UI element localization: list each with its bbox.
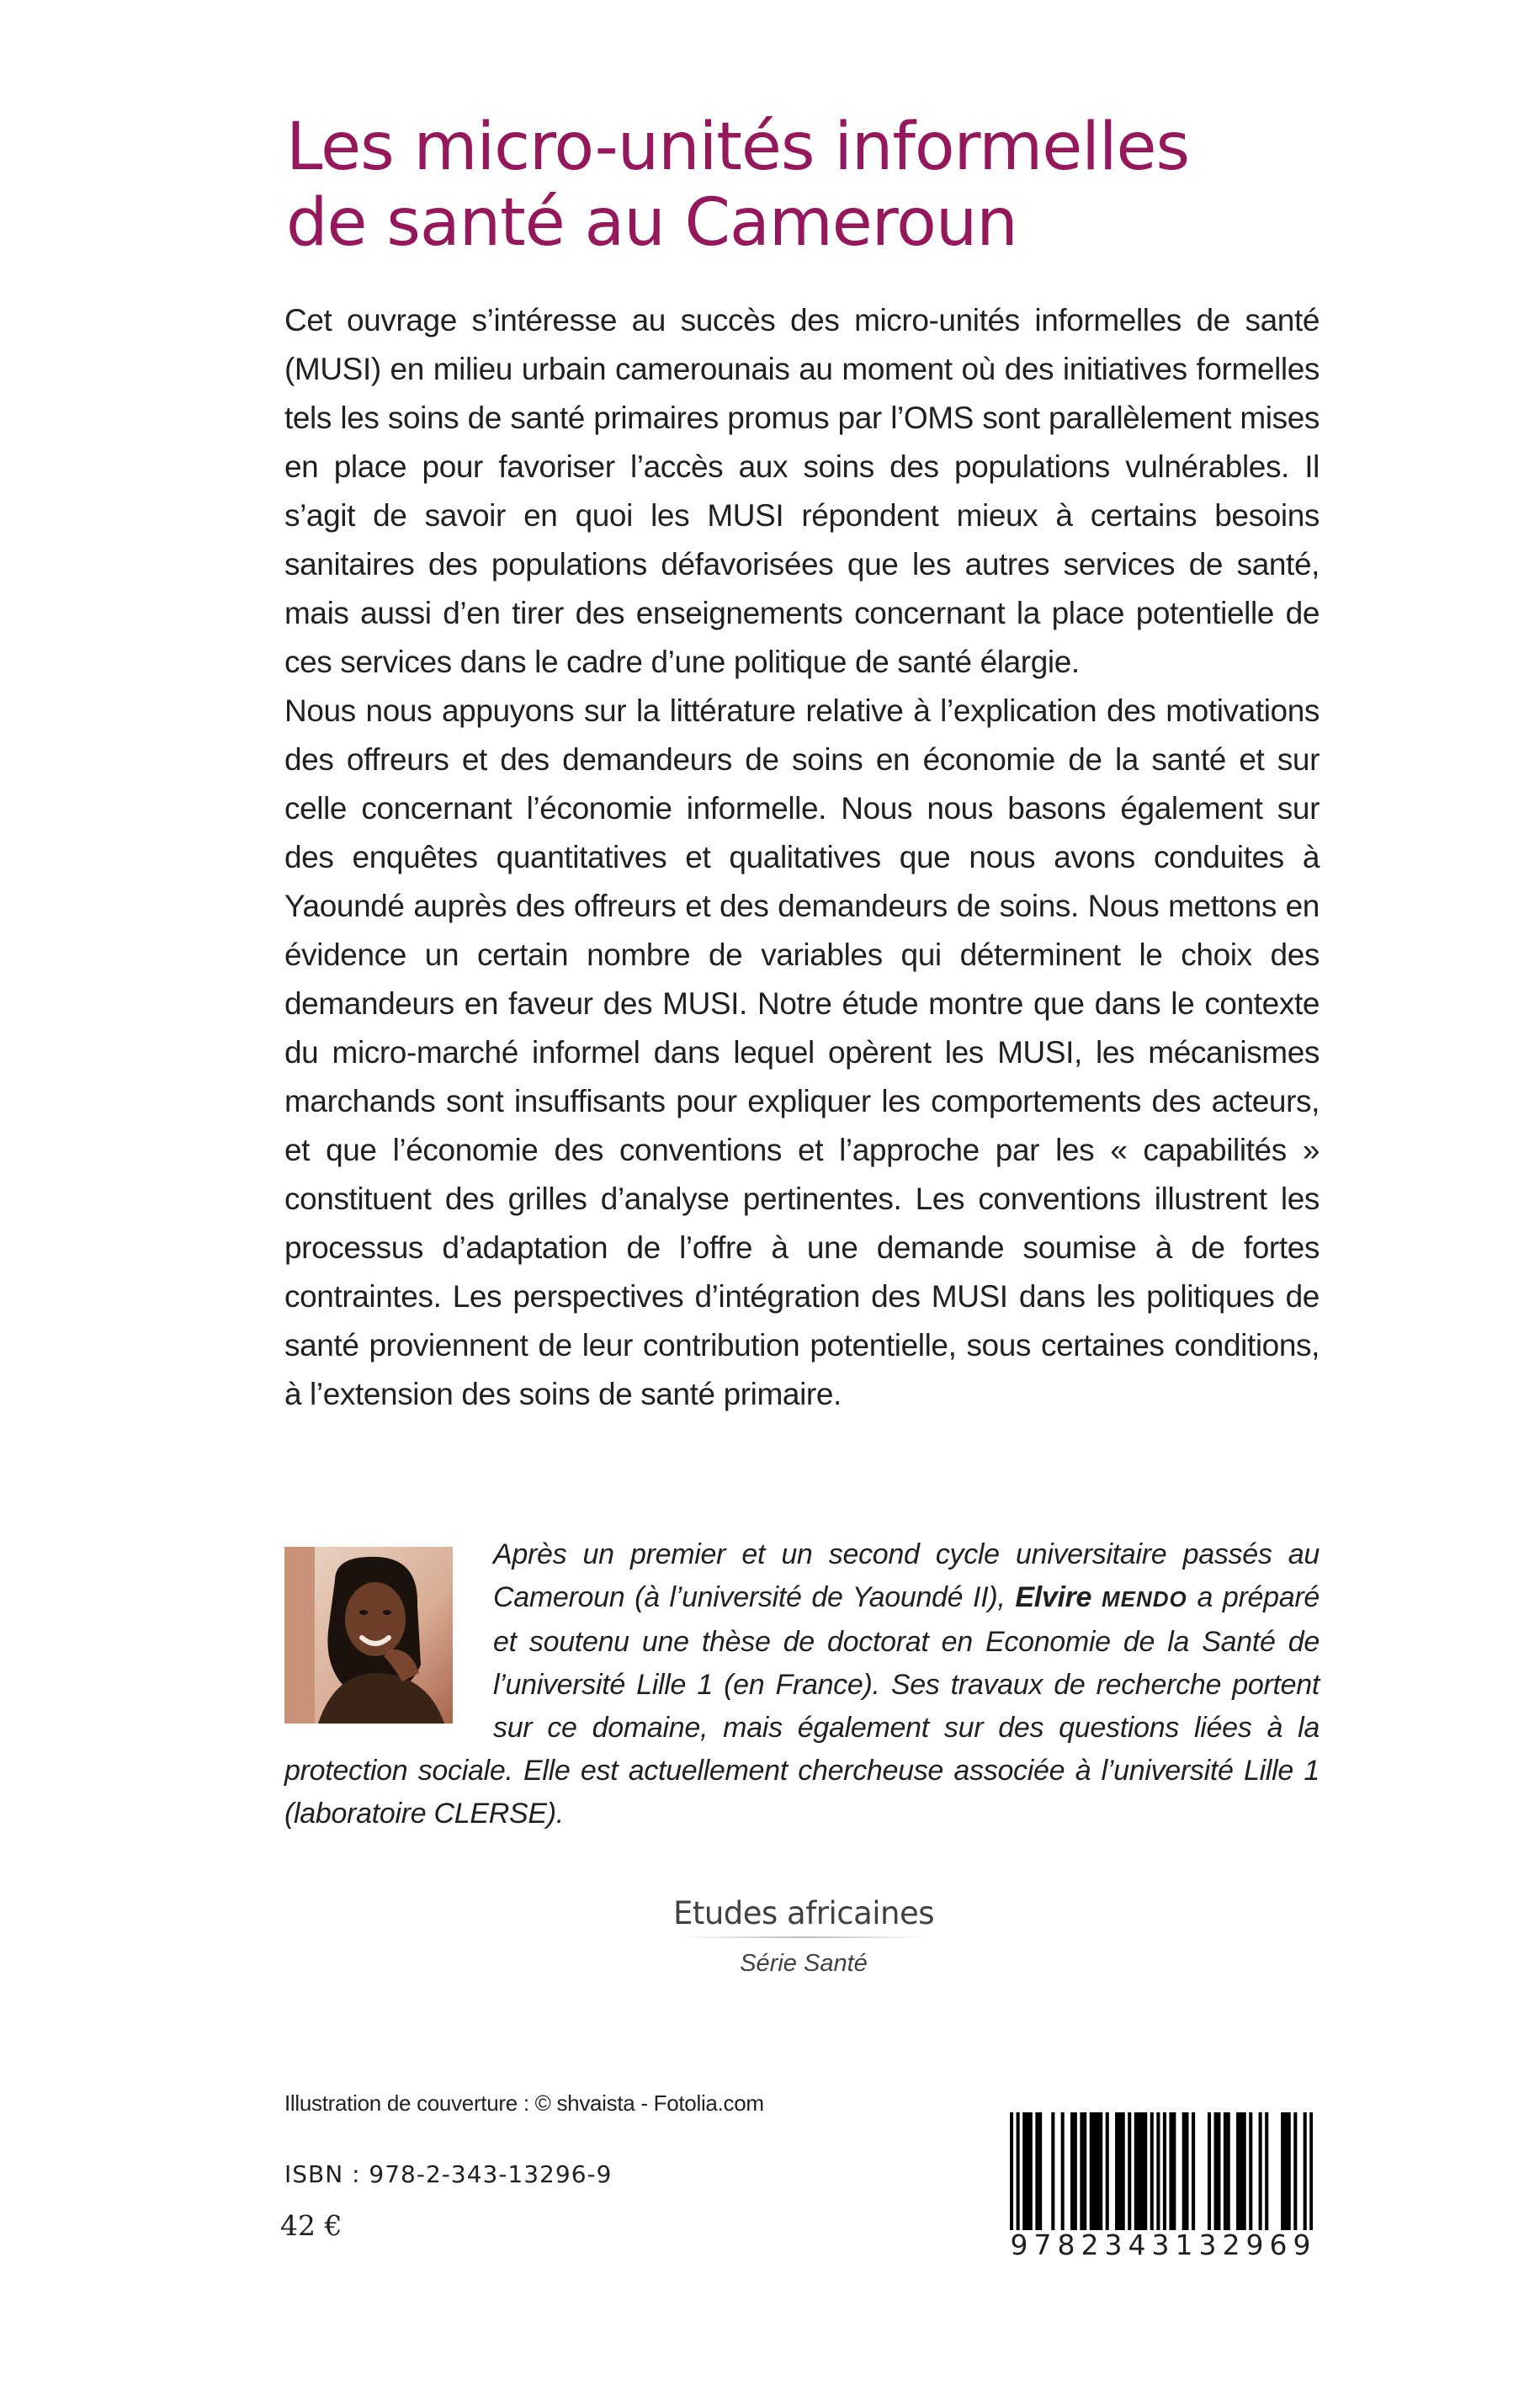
series-subtitle: Série Santé	[740, 1950, 868, 1977]
author-portrait-image	[284, 1547, 453, 1724]
summary-paragraph-2: Nous nous appuyons sur la littérature relative à l’explication des motivations des offreurs et des demandeurs de soins en économie de la santé et sur celle concernant l’économie informelle. Nous nous basons également sur des enquêtes quantitatives et qualitatives que nous avons conduites à Yaoundé auprès des offreurs et des demandeurs de soins. Nous mettons en évidence un certain nombre de variables qui déterminent le choix des demandeurs en faveur des MUSI. Notre étude montre que dans le contexte du micro-marché informel dans lequel opèrent les MUSI, les mécanismes marchands sont insuffisants pour expliquer les comportements des acteurs, et que l’économie des conventions et l’approche par les « capabilités » constituent des grilles d’analyse pertinentes. Les conventions illustrent les processus d’adaptation de l’offre à une demande soumise à de fortes contraintes. Les perspectives d’intégration des MUSI dans les politiques de santé proviennent de leur contribution potentielle, sous certaines conditions, à l’extension des soins de santé primaire.	[284, 693, 1320, 1411]
barcode-digit: 2	[1222, 2228, 1240, 2261]
barcode-digit: 1	[1175, 2228, 1193, 2261]
isbn-number: ISBN : 978-2-343-13296-9	[284, 2160, 613, 2188]
series-title: Etudes africaines	[672, 1895, 935, 1931]
barcode-digits	[1008, 2230, 1313, 2260]
series-divider	[680, 1936, 927, 1938]
barcode-digit: 3	[1151, 2228, 1170, 2261]
barcode-digit: 9	[1245, 2228, 1264, 2261]
barcode-digit: 3	[1104, 2228, 1123, 2261]
author-photo	[284, 1547, 453, 1724]
price-label: 42 €	[280, 2209, 343, 2242]
author-last-name: MENDO	[1101, 1586, 1187, 1612]
book-title-line-2: de santé au Cameroun	[286, 185, 1017, 261]
summary-paragraph-1: Cet ouvrage s’intéresse au succès des micro-unités informelles de santé (MUSI) en milieu urbain camerounais au moment où des initiatives formelles tels les soins de santé primaires promus par l’OMS sont parallèlement mises en place pour favoriser l’accès aux soins des populations vulnérables. Il s’agit de savoir en quoi les MUSI répondent mieux à certains besoins sanitaires des populations défavorisées que les autres services de santé, mais aussi d’en tirer des enseignements concernant la place potentielle de ces services dans le cadre d’une politique de santé élargie.	[284, 303, 1320, 679]
barcode-digit: 2	[1081, 2228, 1099, 2261]
bio-text-before: Après un premier et un second cycle universitaire passés au Cameroun (à l’université de Yaoundé II),	[493, 1538, 1320, 1613]
bio-text-after: a préparé et soutenu une thèse de doctorat en Economie de la Santé de l’université Lille 1 (en France). Ses travaux de recherche portent sur ce domaine, mais également sur des questions liées à la protection sociale. Elle est actuellement chercheuse associée à l’université Lille 1 (laboratoire CLERSE).	[284, 1581, 1320, 1830]
book-summary	[284, 296, 1320, 1419]
barcode-digit: 4	[1128, 2228, 1146, 2261]
barcode-digit: 9	[1293, 2228, 1311, 2261]
author-first-name: Elvire	[1015, 1581, 1102, 1613]
book-title	[286, 109, 1296, 261]
series-logo	[656, 1895, 951, 1978]
barcode-digit: 6	[1269, 2228, 1288, 2261]
author-name	[1015, 1581, 1187, 1613]
barcode-digit: 3	[1198, 2228, 1217, 2261]
cover-illustration-credit: Illustration de couverture : © shvaista - Fotolia.com	[284, 2090, 764, 2116]
barcode-digit: 7	[1033, 2228, 1052, 2261]
barcode-digit: 9	[1010, 2228, 1028, 2261]
book-title-line-1: Les micro-unités informelles	[286, 109, 1190, 185]
barcode-digit: 8	[1057, 2228, 1075, 2261]
